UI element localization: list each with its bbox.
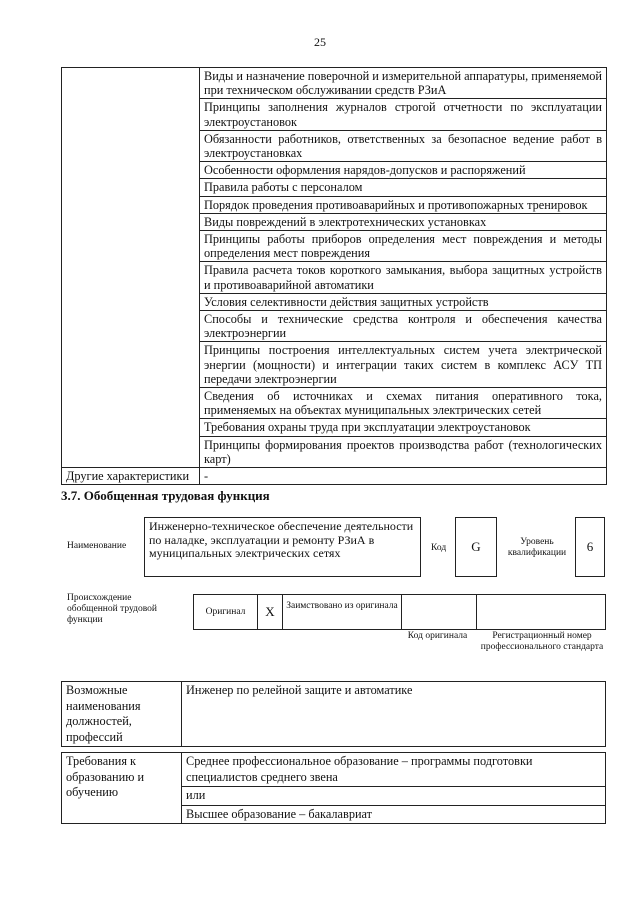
- table-row: [62, 682, 606, 747]
- level-label: Уровень квалификации: [507, 537, 567, 558]
- education-line: Среднее профессиональное образование – программы подготовки специалистов среднего звена: [182, 753, 606, 787]
- code-original-label: Код оригинала: [407, 631, 468, 641]
- reg-number-cell: [477, 595, 605, 629]
- origin-label: Происхождение обобщенной трудовой функции: [67, 593, 157, 625]
- other-characteristics-value: -: [200, 468, 607, 485]
- positions-label: Возможные наименования должностей, профессий: [62, 682, 182, 747]
- knowledge-item: Условия селективности действия защитных устройств: [200, 293, 607, 310]
- code-label: Код: [431, 543, 447, 553]
- table-row: [62, 68, 607, 99]
- knowledge-item: Принципы построения интеллектуальных систем учета электрической энергии (мощности) и интеграции таких систем в комплекс АСУ ТП передачи электроэнергии: [200, 342, 607, 388]
- original-label: Оригинал: [194, 595, 258, 629]
- education-line: или: [182, 787, 606, 806]
- education-label: Требования к образованию и обучению: [62, 753, 182, 824]
- other-characteristics-label: Другие характеристики: [62, 468, 200, 485]
- function-name-box: Инженерно-техническое обеспечение деятельности по наладке, эксплуатации и ремонту РЗиА в муниципальных электрических сетях: [144, 517, 421, 577]
- left-column-cell: [62, 68, 200, 468]
- knowledge-item: Обязанности работников, ответственных за безопасное ведение работ в электроустановках: [200, 130, 607, 161]
- knowledge-item: Виды повреждений в электротехнических установках: [200, 213, 607, 230]
- code-box: G: [455, 517, 497, 577]
- table-row: [62, 753, 606, 787]
- reg-number-label: Регистрационный номер профессионального стандарта: [480, 631, 604, 652]
- name-label: Наименование: [67, 541, 127, 551]
- knowledge-item: Сведения об источниках и схемах питания оперативного тока, применяемых на объектах муниципальных электрических сетей: [200, 388, 607, 419]
- positions-value: Инженер по релейной защите и автоматике: [182, 682, 606, 747]
- knowledge-item: Принципы формирования проектов производства работ (технологических карт): [200, 436, 607, 467]
- borrowed-label: Заимствовано из оригинала: [283, 595, 402, 629]
- knowledge-item: Способы и технические средства контроля и обеспечения качества электроэнергии: [200, 311, 607, 342]
- knowledge-item: Требования охраны труда при эксплуатации электроустановок: [200, 419, 607, 436]
- origin-box: [193, 594, 606, 630]
- original-mark: X: [258, 595, 283, 629]
- knowledge-item: Принципы работы приборов определения мест повреждения и методы определения мест повреждения: [200, 231, 607, 262]
- knowledge-item: Виды и назначение поверочной и измерительной аппаратуры, применяемой при техническом обслуживании средств РЗиА: [200, 68, 607, 99]
- section-title: 3.7. Обобщенная трудовая функция: [61, 488, 270, 503]
- level-box: 6: [575, 517, 605, 577]
- knowledge-item: Принципы заполнения журналов строгой отчетности по эксплуатации электроустановок: [200, 99, 607, 130]
- table-row: [62, 468, 607, 485]
- knowledge-item: Правила расчета токов короткого замыкания, выбора защитных устройств и противоаварийной автоматики: [200, 262, 607, 293]
- page-number: 25: [314, 35, 326, 49]
- education-line: Высшее образование – бакалавриат: [182, 805, 606, 824]
- education-table: [61, 752, 606, 824]
- knowledge-item: Правила работы с персоналом: [200, 179, 607, 196]
- code-original-cell: [402, 595, 477, 629]
- knowledge-item: Особенности оформления нарядов-допусков и распоряжений: [200, 162, 607, 179]
- positions-table: [61, 681, 606, 747]
- knowledge-table: [61, 67, 607, 485]
- knowledge-item: Порядок проведения противоаварийных и противопожарных тренировок: [200, 196, 607, 213]
